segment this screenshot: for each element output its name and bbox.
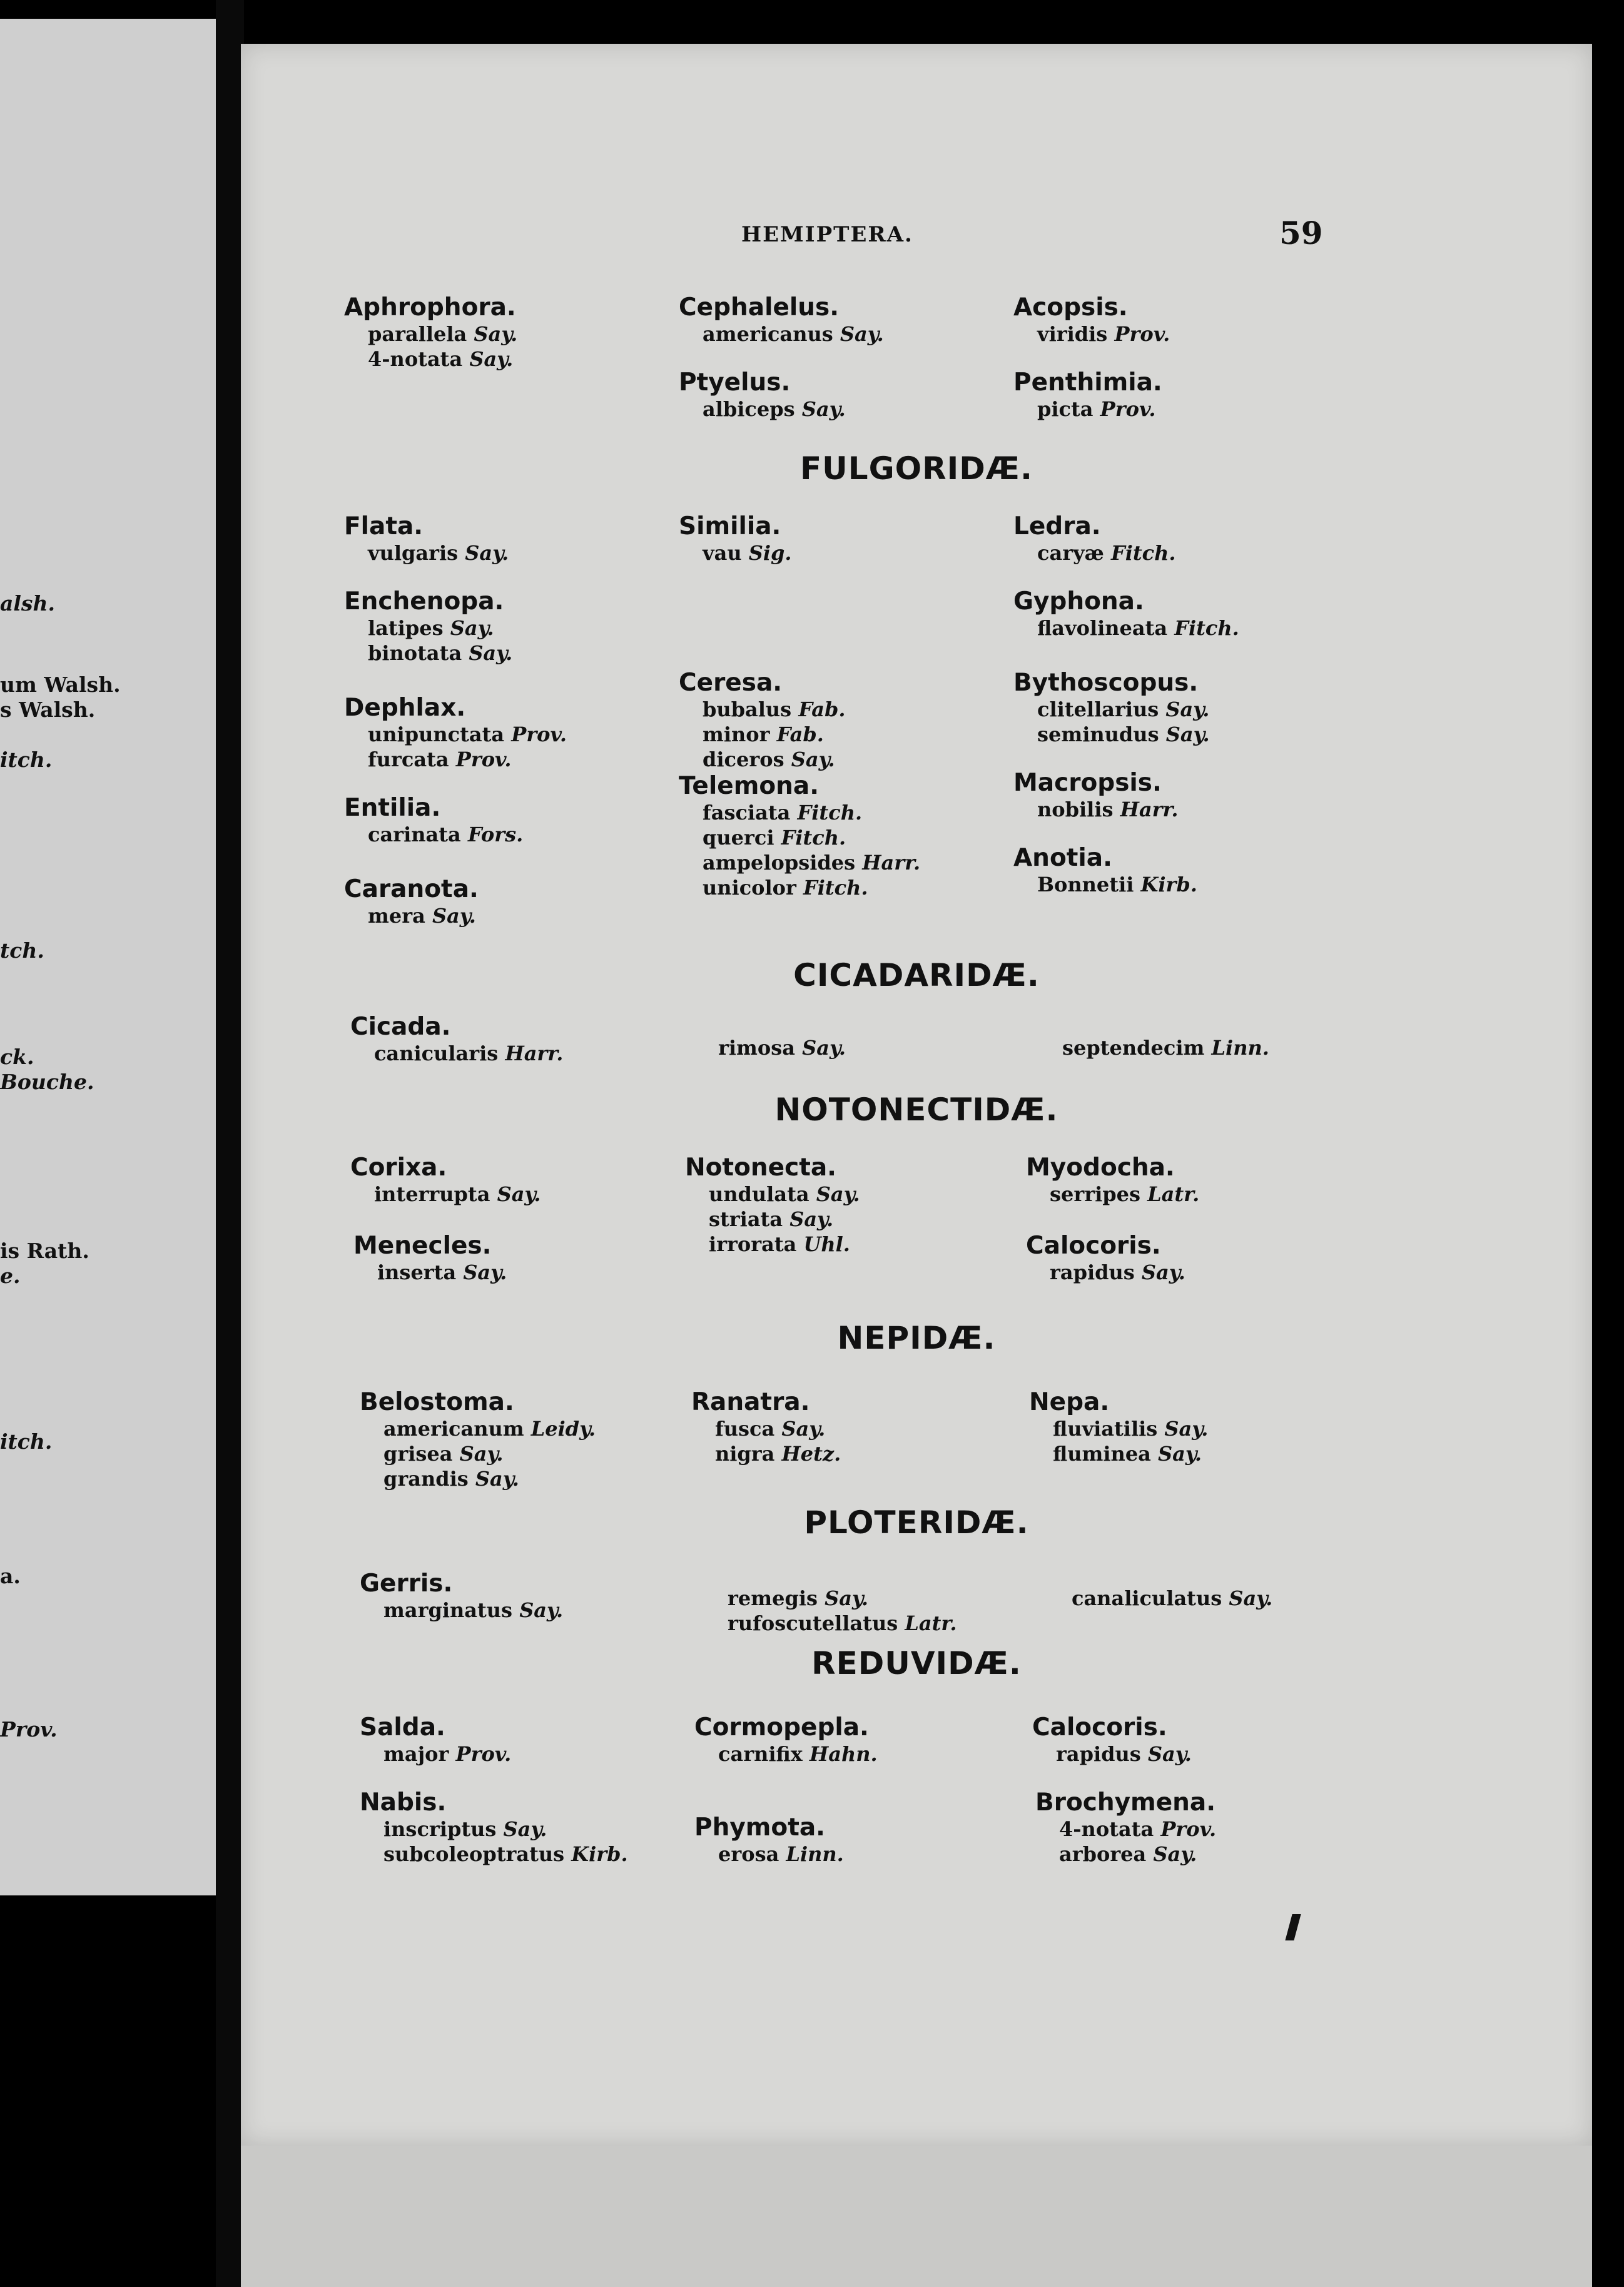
- facing-text-10: a.: [0, 1564, 21, 1588]
- genus-entry: [344, 513, 509, 565]
- species-authority: Say.: [1164, 1417, 1209, 1441]
- species-name: furcata: [368, 748, 456, 771]
- genus-name: Notonecta.: [685, 1154, 836, 1182]
- species-authority: Hetz.: [781, 1442, 841, 1466]
- species-line: [1038, 1035, 1269, 1060]
- species-name: canicularis: [374, 1042, 505, 1065]
- facing-text-5: ck.: [0, 1045, 34, 1069]
- species-name: rapidus: [1050, 1260, 1142, 1284]
- species-authority: Prov.: [455, 1742, 512, 1766]
- species-name: seminudus: [1037, 723, 1166, 746]
- genus-entry: [344, 694, 567, 772]
- species-authority: Fitch.: [1111, 541, 1176, 565]
- genus-entry: [344, 588, 512, 666]
- facing-text-8: e.: [0, 1264, 21, 1288]
- species-name: nobilis: [1037, 798, 1120, 821]
- species-name: major: [383, 1742, 456, 1766]
- species-authority: Fitch.: [1174, 616, 1239, 640]
- family-heading: CICADARIDÆ.: [793, 957, 1040, 993]
- species-name: striata: [709, 1207, 790, 1231]
- species-authority: Say.: [825, 1586, 869, 1610]
- species-name: arborea: [1059, 1842, 1154, 1866]
- species-authority: Say.: [463, 1260, 507, 1284]
- species-authority: Say.: [1158, 1442, 1202, 1466]
- species-name: septendecim: [1062, 1036, 1212, 1060]
- species-authority: Say.: [1165, 697, 1210, 721]
- species-line: [679, 322, 884, 347]
- species-line: [344, 347, 517, 372]
- species-authority: Hahn.: [809, 1742, 878, 1766]
- genus-entry: [1032, 1714, 1192, 1767]
- genus-entry: [694, 1035, 846, 1060]
- species-line: [344, 616, 512, 641]
- species-name: subcoleoptratus: [383, 1842, 572, 1866]
- species-name: rapidus: [1056, 1742, 1148, 1766]
- genus-entry: [353, 1232, 507, 1285]
- genus-entry: [1013, 769, 1179, 822]
- species-line: [360, 1842, 628, 1867]
- species-line: [1029, 1416, 1208, 1441]
- species-line: [1013, 397, 1162, 422]
- species-line: [1013, 697, 1210, 722]
- species-line: [679, 747, 846, 772]
- species-line: [350, 1182, 540, 1207]
- genus-name: Cicada.: [350, 1013, 451, 1041]
- species-authority: Fors.: [467, 823, 524, 846]
- facing-text-6: Bouche.: [0, 1070, 94, 1094]
- species-authority: Say.: [450, 616, 494, 640]
- species-name: viridis: [1037, 322, 1115, 346]
- species-authority: Fitch.: [797, 801, 863, 824]
- genus-entry: [1035, 1789, 1216, 1867]
- genus-entry: [1013, 844, 1197, 897]
- genus-entry: [1013, 588, 1239, 641]
- page-number: 59: [1279, 215, 1323, 251]
- genus-name: Enchenopa.: [344, 587, 504, 616]
- genus-entry: [1013, 513, 1176, 565]
- species-authority: Linn.: [786, 1842, 844, 1866]
- genus-name: Calocoris.: [1026, 1232, 1161, 1260]
- genus-name: Aphrophora.: [344, 293, 516, 322]
- species-line: [1026, 1260, 1185, 1285]
- book-gutter: [216, 0, 244, 2287]
- species-name: interrupta: [374, 1182, 497, 1206]
- species-name: grandis: [383, 1467, 475, 1491]
- species-name: picta: [1037, 397, 1100, 421]
- facing-text-3: itch.: [0, 748, 53, 772]
- genus-name: Acopsis.: [1013, 293, 1128, 322]
- species-name: fluviatilis: [1053, 1417, 1165, 1441]
- species-authority: Linn.: [1211, 1036, 1269, 1060]
- species-authority: Say.: [791, 748, 835, 771]
- facing-text-7: is Rath.: [0, 1239, 89, 1263]
- running-head: HEMIPTERA.: [741, 222, 913, 247]
- species-authority: Say.: [781, 1417, 826, 1441]
- genus-name: Ptyelus.: [679, 368, 791, 397]
- species-authority: Say.: [816, 1182, 860, 1206]
- species-authority: Say.: [432, 904, 476, 928]
- species-line: [360, 1466, 596, 1491]
- species-line: [1013, 540, 1176, 565]
- species-name: undulata: [709, 1182, 816, 1206]
- species-line: [1035, 1842, 1216, 1867]
- species-line: [1013, 797, 1179, 822]
- species-authority: Say.: [519, 1598, 564, 1622]
- species-line: [1013, 722, 1210, 747]
- species-authority: Prov.: [511, 723, 567, 746]
- species-line: [360, 1441, 596, 1466]
- family-heading: PLOTERIDÆ.: [804, 1504, 1029, 1541]
- genus-entry: [1029, 1389, 1208, 1466]
- species-authority: Say.: [1229, 1586, 1273, 1610]
- genus-name: Menecles.: [353, 1232, 492, 1260]
- species-name: fusca: [715, 1417, 782, 1441]
- species-line: [360, 1416, 596, 1441]
- species-name: rimosa: [718, 1036, 803, 1060]
- species-authority: Say.: [1165, 723, 1210, 746]
- genus-entry: [1026, 1232, 1185, 1285]
- family-heading: REDUVIDÆ.: [811, 1645, 1022, 1681]
- species-authority: Prov.: [1100, 397, 1156, 421]
- species-authority: Kirb.: [571, 1842, 628, 1866]
- genus-name: Nabis.: [360, 1788, 447, 1817]
- species-name: fluminea: [1053, 1442, 1159, 1466]
- genus-name: Cephalelus.: [679, 293, 840, 322]
- species-name: rufoscutellatus: [728, 1611, 905, 1635]
- species-authority: Fitch.: [803, 876, 868, 900]
- genus-entry: [350, 1154, 540, 1207]
- species-name: inserta: [377, 1260, 464, 1284]
- genus-name: Salda.: [360, 1713, 445, 1742]
- genus-entry: [679, 669, 846, 772]
- genus-name: Gyphona.: [1013, 587, 1144, 616]
- genus-entry: [1048, 1586, 1272, 1611]
- species-authority: Say.: [474, 322, 518, 346]
- genus-entry: [1013, 669, 1210, 747]
- species-name: caryæ: [1037, 541, 1112, 565]
- species-name: nigra: [715, 1442, 782, 1466]
- genus-entry: [679, 294, 884, 347]
- genus-entry: [1013, 294, 1170, 347]
- facing-text-1: um Walsh.: [0, 672, 121, 697]
- genus-name: Telemona.: [679, 772, 820, 800]
- species-name: albiceps: [703, 397, 802, 421]
- species-name: minor: [703, 723, 777, 746]
- family-heading: NEPIDÆ.: [837, 1320, 996, 1356]
- genus-name: Ledra.: [1013, 512, 1101, 540]
- species-name: latipes: [368, 616, 450, 640]
- genus-name: Cormopepla.: [694, 1713, 869, 1742]
- species-line: [344, 540, 509, 565]
- species-line: [691, 1441, 841, 1466]
- species-line: [353, 1260, 507, 1285]
- species-name: canaliculatus: [1072, 1586, 1229, 1610]
- species-authority: Prov.: [1160, 1817, 1217, 1841]
- species-line: [1013, 872, 1197, 897]
- species-authority: Say.: [459, 1442, 504, 1466]
- species-name: vulgaris: [368, 541, 465, 565]
- genus-entry: [1013, 369, 1162, 422]
- species-name: fasciata: [703, 801, 798, 824]
- genus-name: Corixa.: [350, 1154, 447, 1182]
- genus-name: Phymota.: [694, 1813, 825, 1842]
- species-line: [1032, 1742, 1192, 1767]
- genus-name: Bythoscopus.: [1013, 669, 1199, 697]
- species-line: [685, 1182, 860, 1207]
- species-authority: Leidy.: [530, 1417, 596, 1441]
- species-name: flavolineata: [1037, 616, 1175, 640]
- genus-name: Penthimia.: [1013, 368, 1162, 397]
- species-authority: Say.: [840, 322, 884, 346]
- species-authority: Harr.: [505, 1042, 564, 1065]
- species-line: [694, 1035, 846, 1060]
- species-line: [685, 1232, 860, 1257]
- page-edge: [241, 2146, 1592, 2287]
- species-name: binotata: [368, 641, 469, 665]
- species-name: Bonnetii: [1037, 873, 1141, 896]
- species-authority: Prov.: [455, 748, 512, 771]
- genus-name: Gerris.: [360, 1569, 453, 1598]
- genus-name: Nepa.: [1029, 1388, 1110, 1416]
- genus-entry: [350, 1013, 563, 1066]
- genus-entry: [344, 294, 517, 372]
- page: [241, 44, 1592, 2146]
- species-authority: Uhl.: [803, 1232, 850, 1256]
- genus-entry: [360, 1714, 511, 1767]
- species-name: americanus: [703, 322, 840, 346]
- genus-name: Belostoma.: [360, 1388, 514, 1416]
- genus-entry: [679, 513, 792, 565]
- genus-entry: [685, 1154, 860, 1257]
- genus-entry: [1026, 1154, 1199, 1207]
- species-name: 4-notata: [1059, 1817, 1161, 1841]
- genus-entry: [694, 1814, 844, 1867]
- genus-entry: [360, 1389, 596, 1491]
- species-authority: Say.: [497, 1182, 541, 1206]
- species-authority: Harr.: [1120, 798, 1179, 821]
- species-name: erosa: [718, 1842, 786, 1866]
- species-line: [360, 1742, 511, 1767]
- species-authority: Fab.: [798, 697, 846, 721]
- species-authority: Say.: [1141, 1260, 1185, 1284]
- ink-mark: [1285, 1914, 1301, 1940]
- species-line: [350, 1041, 563, 1066]
- species-name: bubalus: [703, 697, 799, 721]
- species-line: [344, 722, 567, 747]
- species-name: carnifix: [718, 1742, 809, 1766]
- species-line: [679, 800, 920, 825]
- species-name: querci: [703, 826, 781, 849]
- genus-name: Anotia.: [1013, 844, 1112, 872]
- species-authority: Say.: [469, 641, 513, 665]
- species-name: unicolor: [703, 876, 804, 900]
- species-authority: Say.: [1147, 1742, 1192, 1766]
- species-line: [679, 850, 920, 875]
- species-authority: Latr.: [905, 1611, 957, 1635]
- species-line: [344, 747, 567, 772]
- species-line: [694, 1742, 878, 1767]
- species-authority: Say.: [802, 1036, 846, 1060]
- species-name: clitellarius: [1037, 697, 1166, 721]
- species-authority: Say.: [469, 347, 514, 371]
- genus-entry: [691, 1389, 841, 1466]
- facing-text-9: itch.: [0, 1429, 53, 1454]
- species-name: marginatus: [383, 1598, 520, 1622]
- genus-name: Flata.: [344, 512, 424, 540]
- facing-page-fragment: [0, 19, 216, 1895]
- genus-name: Entilia.: [344, 794, 441, 822]
- page-header: [241, 215, 1592, 260]
- species-line: [1048, 1586, 1272, 1611]
- species-authority: Say.: [465, 541, 509, 565]
- species-line: [685, 1207, 860, 1232]
- species-authority: Fitch.: [781, 826, 846, 849]
- species-line: [694, 1842, 844, 1867]
- species-line: [679, 825, 920, 850]
- species-name: 4-notata: [368, 347, 470, 371]
- genus-name: Ceresa.: [679, 669, 783, 697]
- facing-text-11: Prov.: [0, 1717, 58, 1742]
- genus-entry: [344, 876, 479, 928]
- species-name: americanum: [383, 1417, 531, 1441]
- species-line: [344, 322, 517, 347]
- species-authority: Prov.: [1114, 322, 1170, 346]
- species-name: parallela: [368, 322, 474, 346]
- species-authority: Fab.: [776, 723, 824, 746]
- genus-name: Myodocha.: [1026, 1154, 1175, 1182]
- species-line: [679, 540, 792, 565]
- species-line: [360, 1598, 563, 1623]
- species-name: irrorata: [709, 1232, 804, 1256]
- genus-name: Ranatra.: [691, 1388, 810, 1416]
- species-line: [344, 641, 512, 666]
- genus-entry: [694, 1714, 878, 1767]
- species-line: [691, 1416, 841, 1441]
- genus-name: Caranota.: [344, 875, 479, 903]
- facing-text-4: tch.: [0, 938, 44, 963]
- species-authority: Say.: [801, 397, 846, 421]
- species-name: grisea: [383, 1442, 460, 1466]
- genus-name: Similia.: [679, 512, 781, 540]
- species-name: ampelopsides: [703, 851, 863, 875]
- genus-name: Macropsis.: [1013, 769, 1162, 797]
- species-line: [679, 697, 846, 722]
- species-line: [679, 722, 846, 747]
- species-line: [1035, 1817, 1216, 1842]
- genus-entry: [1038, 1035, 1269, 1060]
- species-name: remegis: [728, 1586, 825, 1610]
- species-line: [1026, 1182, 1199, 1207]
- genus-name: Dephlax.: [344, 694, 466, 722]
- facing-text-0: alsh.: [0, 591, 55, 616]
- species-line: [1029, 1441, 1208, 1466]
- species-authority: Say.: [789, 1207, 834, 1231]
- family-heading: FULGORIDÆ.: [799, 450, 1033, 487]
- family-heading: NOTONECTIDÆ.: [774, 1092, 1058, 1128]
- species-line: [679, 397, 846, 422]
- species-line: [360, 1817, 628, 1842]
- species-name: inscriptus: [383, 1817, 504, 1841]
- species-line: [344, 822, 523, 847]
- species-line: [1013, 616, 1239, 641]
- species-name: diceros: [703, 748, 791, 771]
- species-line: [704, 1611, 957, 1636]
- genus-name: Calocoris.: [1032, 1713, 1167, 1742]
- facing-text-2: s Walsh.: [0, 697, 96, 722]
- species-authority: Harr.: [862, 851, 921, 875]
- species-name: mera: [368, 904, 432, 928]
- genus-entry: [704, 1586, 957, 1636]
- species-name: serripes: [1050, 1182, 1148, 1206]
- species-name: vau: [703, 541, 749, 565]
- species-authority: Say.: [1153, 1842, 1197, 1866]
- species-line: [704, 1586, 957, 1611]
- species-authority: Kirb.: [1140, 873, 1197, 896]
- species-line: [344, 903, 479, 928]
- genus-entry: [344, 794, 523, 847]
- genus-entry: [360, 1570, 563, 1623]
- species-name: carinata: [368, 823, 468, 846]
- genus-entry: [360, 1789, 628, 1867]
- species-line: [679, 875, 920, 900]
- species-authority: Sig.: [748, 541, 792, 565]
- genus-entry: [679, 369, 846, 422]
- genus-entry: [679, 773, 920, 900]
- species-line: [1013, 322, 1170, 347]
- species-name: unipunctata: [368, 723, 512, 746]
- genus-name: Brochymena.: [1035, 1788, 1216, 1817]
- species-authority: Latr.: [1147, 1182, 1200, 1206]
- species-authority: Say.: [503, 1817, 547, 1841]
- species-authority: Say.: [475, 1467, 519, 1491]
